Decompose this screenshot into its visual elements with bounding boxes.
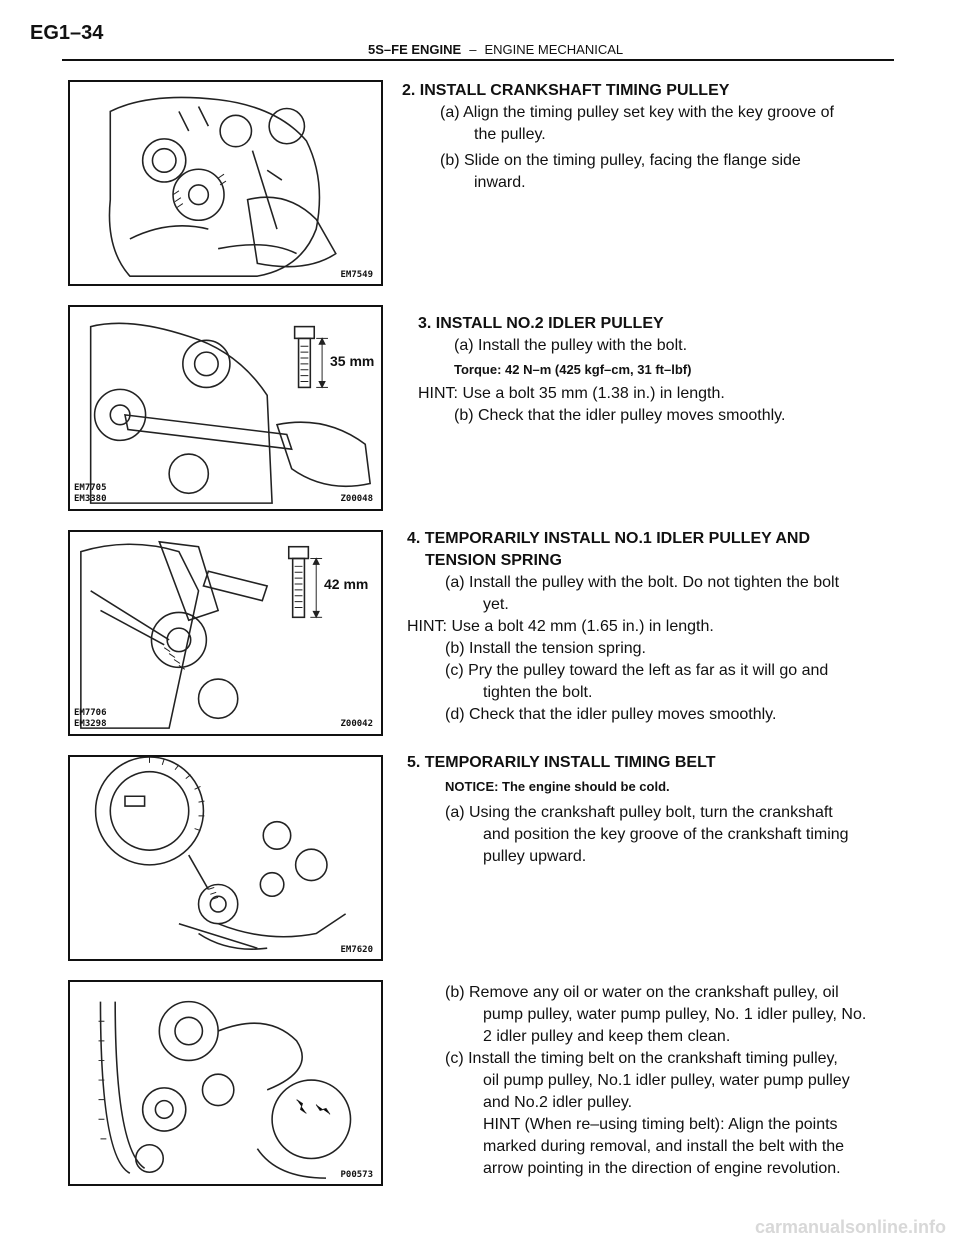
dimension-label: 42 mm — [324, 576, 369, 592]
figure-crankshaft-pulley — [68, 80, 383, 286]
step-a-line1: (a) Align the timing pulley set key with the key groove of — [440, 104, 834, 121]
step-c-line1: (c) Install the timing belt on the crankshaft timing pulley, — [445, 1050, 838, 1067]
step-d: (d) Check that the idler pulley moves smoothly. — [445, 706, 777, 723]
section-heading-line2: TENSION SPRING — [425, 552, 562, 569]
step-b-line3: 2 idler pulley and keep them clean. — [483, 1028, 731, 1045]
step-c-line3: and No.2 idler pulley. — [483, 1094, 633, 1111]
running-head — [368, 42, 623, 57]
watermark: carmanualsonline.info — [754, 1217, 946, 1237]
step-b: (b) Check that the idler pulley moves smoothly. — [454, 407, 786, 424]
figure-no2-idler-pulley — [68, 305, 383, 511]
figure-code: Z00042 — [340, 719, 373, 729]
step-c-line1: (c) Pry the pulley toward the left as far as it will go and — [445, 662, 829, 679]
torque-spec: Torque: 42 N–m (425 kgf–cm, 31 ft–lbf) — [454, 362, 692, 377]
hint-line2: marked during removal, and install the belt with the — [483, 1138, 845, 1155]
illustration-timing-belt — [70, 757, 381, 959]
section-4 — [407, 528, 917, 726]
section-2 — [402, 80, 912, 194]
figure-timing-belt — [68, 755, 383, 961]
figure-code: EM7706 — [74, 708, 107, 718]
dimension-label: 35 mm — [330, 353, 375, 369]
figure-code: Z00048 — [340, 494, 373, 504]
step-b-line2: pump pulley, water pump pulley, No. 1 idler pulley, No. — [483, 1006, 867, 1023]
figure-code: EM7549 — [340, 270, 373, 280]
illustration-no1-idler-pulley — [70, 532, 381, 734]
step-a-line2: the pulley. — [474, 126, 546, 143]
step-b: (b) Install the tension spring. — [445, 640, 646, 657]
figure-no1-idler-pulley — [68, 530, 383, 736]
figure-code: P00573 — [340, 1170, 373, 1180]
step-a-line2: and position the key groove of the crankshaft timing — [483, 826, 849, 843]
step-a-line1: (a) Using the crankshaft pulley bolt, turn the crankshaft — [445, 804, 833, 821]
section-heading: 5. TEMPORARILY INSTALL TIMING BELT — [407, 754, 716, 771]
section-heading-line1: 4. TEMPORARILY INSTALL NO.1 IDLER PULLEY AND — [407, 530, 811, 547]
illustration-crankshaft-pulley — [70, 82, 381, 284]
header-rule — [62, 59, 894, 61]
step-b-line1: (b) Slide on the timing pulley, facing the flange side — [440, 152, 801, 169]
section-heading: 3. INSTALL NO.2 IDLER PULLEY — [418, 315, 664, 332]
step-b-line2: inward. — [474, 174, 526, 191]
step-a: (a) Install the pulley with the bolt. — [454, 337, 688, 354]
notice: NOTICE: The engine should be cold. — [445, 779, 670, 794]
illustration-no2-idler-pulley — [70, 307, 381, 509]
illustration-belt-installation — [70, 982, 381, 1184]
figure-code: EM7705 — [74, 483, 107, 493]
step-c-line2: tighten the bolt. — [483, 684, 593, 701]
page-id: EG1–34 — [30, 22, 104, 44]
step-a-line3: pulley upward. — [483, 848, 587, 865]
section-3 — [418, 313, 918, 427]
step-b-line1: (b) Remove any oil or water on the crankshaft pulley, oil — [445, 984, 839, 1001]
section-5 — [407, 752, 917, 868]
hint: HINT: Use a bolt 35 mm (1.38 in.) in length. — [418, 385, 725, 402]
step-a-line1: (a) Install the pulley with the bolt. Do not tighten the bolt — [445, 574, 840, 591]
hint: HINT: Use a bolt 42 mm (1.65 in.) in length. — [407, 618, 714, 635]
hint-line3: arrow pointing in the direction of engine revolution. — [483, 1160, 841, 1177]
subsection-title: ENGINE MECHANICAL — [484, 42, 624, 57]
step-c-line2: oil pump pulley, No.1 idler pulley, water pump pulley — [483, 1072, 850, 1089]
section-title: 5S–FE ENGINE — [368, 42, 462, 57]
figure-code: EM3380 — [74, 494, 107, 504]
figure-code: EM3298 — [74, 719, 107, 729]
figure-code: EM7620 — [340, 945, 373, 955]
figure-belt-installation — [68, 980, 383, 1186]
hint-line1: HINT (When re–using timing belt): Align the points — [483, 1116, 838, 1133]
header-separator: – — [469, 42, 477, 57]
section-heading: 2. INSTALL CRANKSHAFT TIMING PULLEY — [402, 82, 730, 99]
step-a-line2: yet. — [483, 596, 509, 613]
section-5-continued — [407, 982, 927, 1180]
